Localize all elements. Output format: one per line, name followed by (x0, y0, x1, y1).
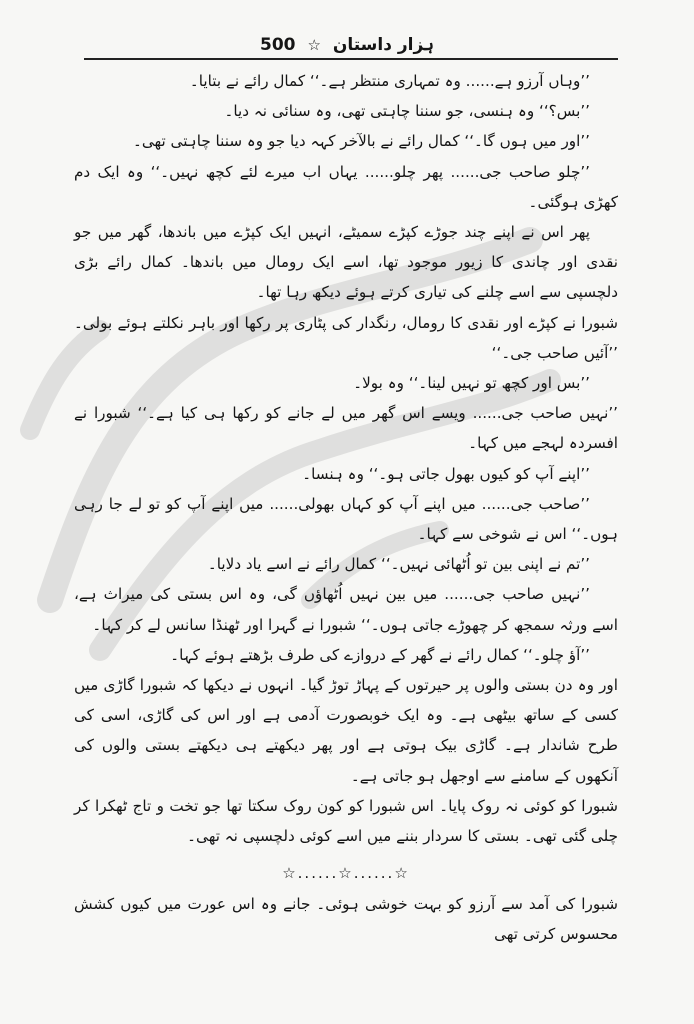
paragraph: شبورا کو کوئی نہ روک پایا۔ اس شبورا کو کون روک سکتا تھا جو تخت و تاج ٹھکرا کر چلی گئی تھی۔ بستی کا سردار بننے میں اسے کوئی دلچسپی نہ تھی۔ (74, 796, 618, 846)
paragraph: ’’نہیں صاحب جی...... ویسے اس گھر میں لے جانے کو رکھا ہی کیا ہے۔‘‘ شبورا نے افسردہ لہجے میں کہا۔ (74, 404, 618, 453)
page-number: 500 (260, 35, 296, 55)
paragraph: شبورا کی آمد سے آرزو کو بہت خوشی ہوئی۔ جانے وہ اس عورت میں کیوں کشش محسوس کرتی تھی (74, 895, 618, 944)
book-title: ہزار داستان (332, 35, 434, 55)
paragraph: اور وہ دن بستی والوں پر حیرتوں کے پہاڑ توڑ گیا۔ انہوں نے دیکھا کہ شبورا گاڑی میں کسی کے ساتھ بیٹھی ہے۔ وہ ایک خوبصورت آدمی ہے اور اس کی گاڑی، اسی کی طرح شاندار ہے۔ گاڑی بیک ہوتی ہے اور پھر دیکھتے ہی دیکھتے بستی والوں کی آنکھوں کے سامنے سے اوجھل ہو جاتی ہے۔ (74, 676, 618, 785)
paragraph: ’’چلو صاحب جی...... پھر چلو...... یہاں اب میرے لئے کچھ نہیں۔‘‘ وہ ایک دم کھڑی ہوگئی۔ (74, 162, 618, 211)
paragraph: ’’صاحب جی...... میں اپنے آپ کو کہاں بھولی...... میں اپنے آپ کو تو لے جا رہی ہوں۔‘‘ اس نے شوخی سے کہا۔ (74, 494, 618, 544)
paragraph: ’’بس؟‘‘ وہ ہنسی، جو سننا چاہتی تھی، وہ سنائی نہ دیا۔ (224, 102, 590, 121)
paragraph: ’’وہاں آرزو ہے...... وہ تمہاری منتظر ہے۔‘‘ کمال رائے نے بتایا۔ (189, 72, 590, 90)
paragraph: پھر اس نے اپنے چند جوڑے کپڑے سمیٹے، انہیں ایک کپڑے میں باندھا، گھر میں جو نقدی اور چاندی کا زیور موجود تھا، اسے ایک رومال میں باندھا۔ کمال رائے بڑی دلچسپی سے اسے چلنے کی تیاری کرتے ہوئے دیکھ رہا تھا۔ (74, 223, 618, 302)
paragraph: ’’نہیں صاحب جی...... میں بین نہیں اُٹھاؤں گی، وہ اس بستی کی میراث ہے، اسے ورثہ سمجھ کر چھوڑے جاتی ہوں۔‘‘ شبورا نے گہرا اور ٹھنڈا سانس لے کر کہا۔ (74, 585, 618, 634)
paragraph: شبورا نے کپڑے اور نقدی کا رومال، رنگدار کی پٹاری پر رکھا اور باہر نکلتے ہوئے بولی۔ ’’آئیں صاحب جی۔‘‘ (74, 313, 618, 362)
paragraph: ’’آؤ چلو۔‘‘ کمال رائے نے گھر کے دروازے کی طرف بڑھتے ہوئے کہا۔ (170, 645, 590, 664)
page-body (74, 66, 618, 950)
page-header (0, 34, 694, 55)
paragraph: ’’تم نے اپنی بین تو اُٹھائی نہیں۔‘‘ کمال رائے نے اسے یاد دلایا۔ (207, 555, 590, 574)
star-icon: ☆ (307, 36, 321, 54)
header-divider (84, 58, 618, 60)
paragraph: ’’اپنے آپ کو کیوں بھول جاتی ہو۔‘‘ وہ ہنسا۔ (302, 464, 590, 483)
paragraph: ’’اور میں ہوں گا۔‘‘ کمال رائے نے بالآخر کہہ دیا جو وہ سننا چاہتی تھی۔ (132, 132, 590, 151)
section-separator: ☆......☆......☆ (282, 864, 410, 883)
paragraph: ’’بس اور کچھ تو نہیں لینا۔‘‘ وہ بولا۔ (353, 374, 590, 393)
